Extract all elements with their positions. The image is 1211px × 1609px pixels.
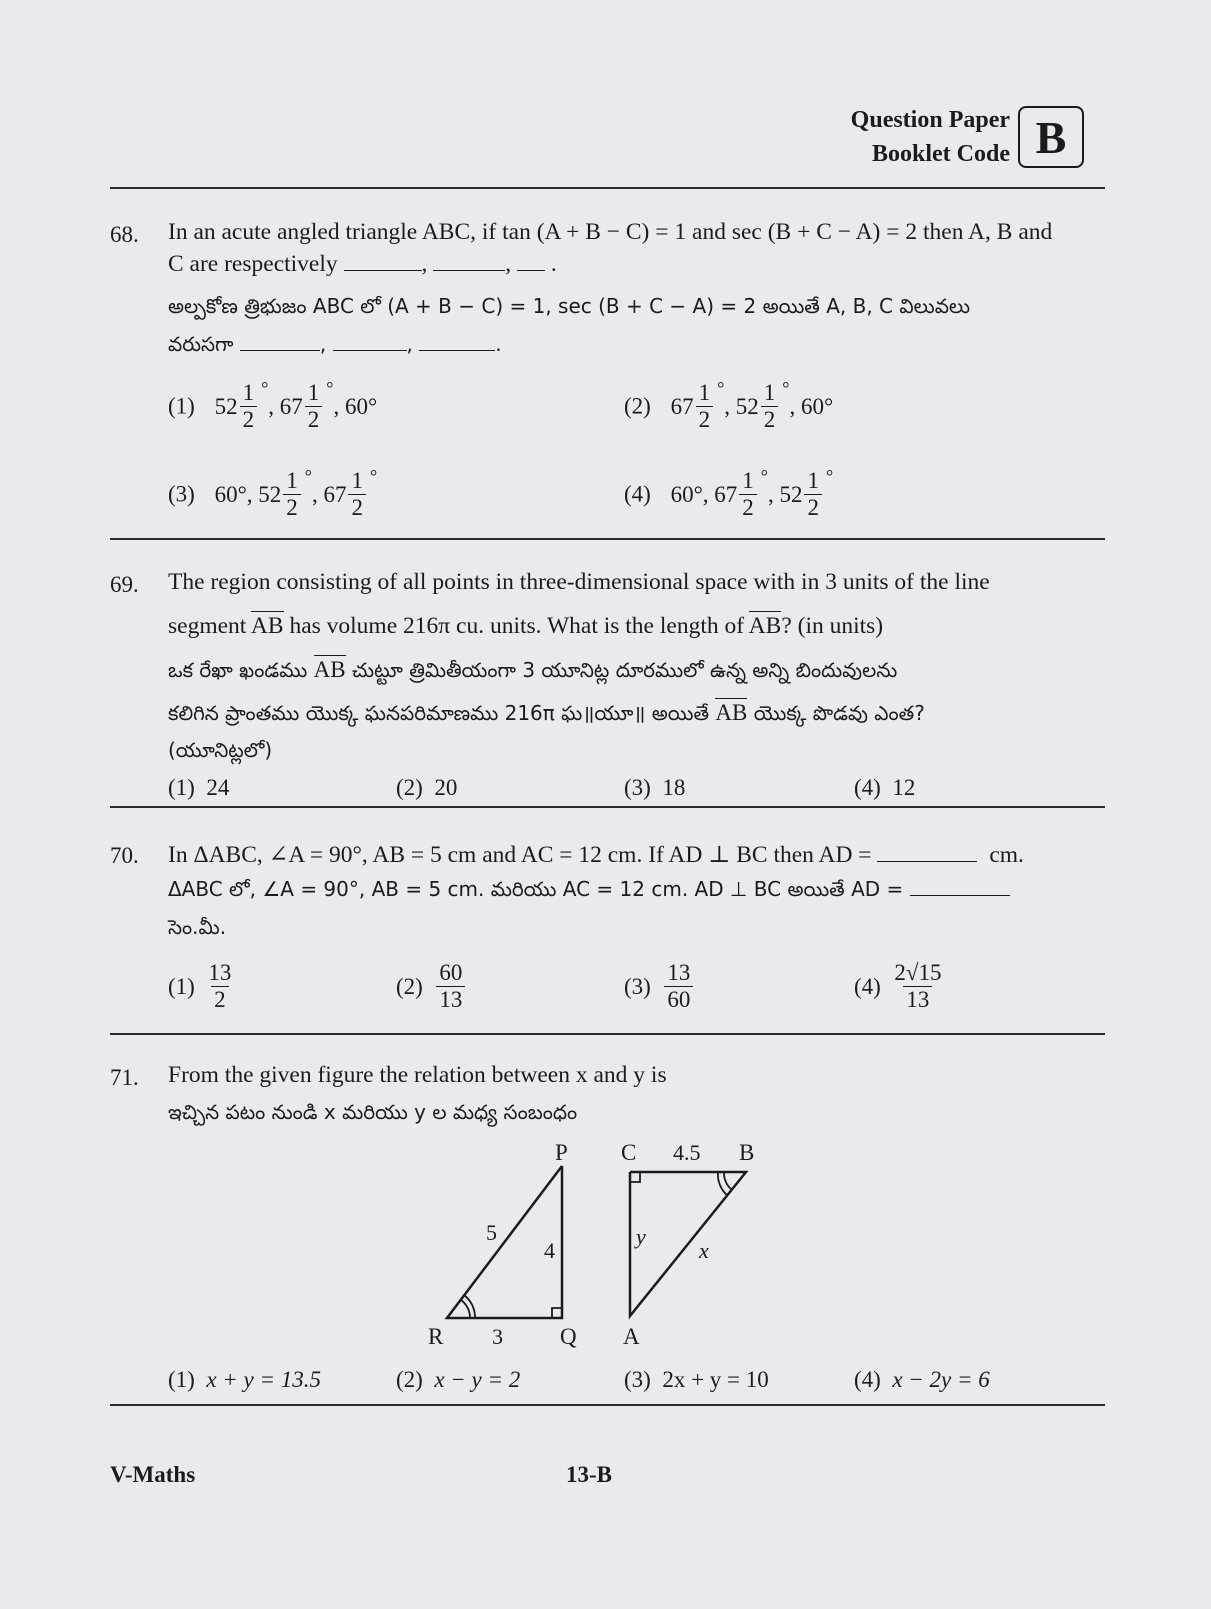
answer-blank [344, 252, 422, 271]
booklet-code-box: B [1018, 106, 1084, 168]
answer-blank [877, 843, 977, 862]
fraction [804, 468, 822, 521]
option-value [215, 468, 378, 521]
text: చుట్టూ త్రిమితీయంగా 3 యూనిట్ల దూరములో ఉన్న అన్ని బిందువులను [351, 658, 898, 682]
fraction [305, 380, 323, 433]
comma: , [767, 481, 774, 507]
numerator: 13 [667, 960, 691, 985]
comma: , [702, 481, 709, 507]
option-label: (1) [168, 973, 195, 999]
triangles-figure [420, 1138, 800, 1370]
right-angle-mark [630, 1172, 640, 1182]
numerator: 1 [286, 468, 298, 493]
header-line-2: Booklet Code [872, 141, 1010, 167]
option-label: (1) [168, 393, 195, 419]
denominator: 2 [739, 494, 757, 521]
whole-part: 52 [258, 481, 282, 507]
text: segment [168, 613, 247, 639]
option-label: (2) [624, 393, 651, 419]
side-label-rq: 3 [492, 1324, 503, 1349]
side-label-pq: 4 [544, 1238, 555, 1263]
option-4[interactable] [854, 775, 915, 801]
question-text-en: From the given figure the relation between x and y is [168, 1062, 667, 1088]
option-2[interactable] [396, 960, 467, 1013]
option-value: x + y = 13.5 [206, 1367, 322, 1392]
fraction [348, 468, 366, 521]
question-text-en: The region consisting of all points in three-dimensional space with in 3 units of the line [168, 569, 990, 595]
side-label-cb: 4.5 [673, 1140, 701, 1165]
comma: , [268, 393, 275, 419]
option-value: 20 [434, 775, 458, 800]
degree-sign: ° [304, 466, 312, 486]
answer-blank [419, 332, 495, 351]
option-label: (3) [624, 973, 651, 999]
option-label: (3) [168, 481, 195, 507]
footer-page-number: 13-B [566, 1462, 612, 1487]
denominator: 2 [305, 406, 323, 433]
denominator: 2 [804, 494, 822, 521]
question-text-te-3: (యూనిట్లలో) [168, 738, 273, 762]
question-text-en: In an acute angled triangle ABC, if tan (A + B − C) = 1 and sec (B + C − A) = 2 then A, B and [168, 219, 1053, 245]
numerator: 1 [742, 468, 754, 493]
whole-part: 67 [670, 393, 694, 419]
option-2[interactable] [624, 380, 833, 433]
fraction [208, 960, 231, 1013]
denominator: 2 [211, 986, 229, 1013]
degree-sign: ° [326, 378, 334, 398]
fraction [436, 960, 465, 1013]
text: యొక్క పొడవు ఎంత? [753, 701, 925, 725]
question-text-te-2 [168, 700, 925, 730]
option-2[interactable] [396, 775, 457, 801]
whole-part: 52 [735, 393, 759, 419]
fraction [739, 468, 757, 521]
fraction [240, 380, 258, 433]
option-1[interactable] [168, 775, 229, 801]
whole-part: 52 [214, 393, 238, 419]
side-label-y: y [636, 1224, 646, 1249]
option-label: (2) [396, 775, 423, 800]
question-number: 69. [110, 572, 139, 597]
option-label: (2) [396, 1367, 423, 1392]
numerator: 1 [698, 380, 711, 405]
fraction [761, 380, 779, 433]
vertex-label-c: C [621, 1140, 637, 1165]
option-4[interactable] [854, 1367, 990, 1393]
vertex-label-q: Q [560, 1324, 577, 1349]
denominator: 60 [664, 986, 693, 1013]
booklet-code-label [820, 103, 1010, 171]
divider [110, 1404, 1105, 1406]
option-label: (1) [168, 1367, 195, 1392]
degree-value: 60° [344, 393, 378, 419]
option-3[interactable] [624, 1367, 769, 1393]
unit: cm. [989, 842, 1024, 868]
answer-blank [240, 332, 320, 351]
option-value: x − y = 2 [434, 1367, 521, 1392]
option-label: (2) [396, 973, 423, 999]
option-1[interactable] [168, 960, 233, 1013]
denominator: 2 [348, 494, 366, 521]
fraction [696, 380, 714, 433]
divider [110, 1033, 1105, 1035]
numerator: 1 [307, 380, 320, 405]
numerator: 1 [242, 380, 255, 405]
answer-blank [517, 252, 545, 271]
vertex-label-a: A [623, 1324, 640, 1349]
divider [110, 187, 1105, 189]
denominator: 2 [240, 406, 258, 433]
option-3[interactable] [624, 775, 685, 801]
denominator: 13 [903, 986, 932, 1013]
denominator: 13 [436, 986, 465, 1013]
text: ? (in units) [781, 613, 884, 639]
option-label: (4) [854, 775, 881, 800]
option-row [168, 960, 233, 1013]
answer-blank [333, 332, 407, 351]
degree-sign: ° [782, 378, 790, 398]
side-label-x: x [699, 1238, 709, 1263]
denominator: 2 [696, 406, 714, 433]
numerator: 1 [807, 468, 819, 493]
vertex-label-p: P [555, 1140, 568, 1165]
degree-sign: ° [825, 466, 834, 486]
degree-sign: ° [261, 378, 269, 398]
text: In ΔABC, ∠A = 90°, AB = 5 cm and AC = 12 cm. If AD ⊥ BC then AD = [168, 842, 872, 868]
option-3[interactable] [168, 468, 377, 521]
denominator: 2 [761, 406, 779, 433]
question-text-en-2-text: C are respectively [168, 251, 338, 277]
option-row [854, 960, 943, 1013]
whole-part: 67 [323, 481, 347, 507]
degree-value: 60° [670, 481, 703, 507]
text: కలిగిన ప్రాంతము యొక్క ఘనపరిమాణము 216π ఘ॥యూ॥ అయితే [168, 701, 710, 725]
numerator: 2√15 [894, 960, 942, 985]
numerator: 13 [208, 960, 232, 985]
option-label: (4) [624, 481, 651, 507]
option-value [215, 380, 378, 433]
option-2[interactable] [396, 1367, 520, 1393]
question-text-en [168, 840, 1024, 869]
comma: , [246, 481, 253, 507]
question-text-te: అల్పకోణ త్రిభుజం ABC లో (A + B − C) = 1, sec (B + C − A) = 2 అయితే A, B, C విలువలు [168, 294, 971, 318]
text: has volume 216π cu. units. What is the length of [289, 613, 745, 639]
question-text-te-2: సెం.మీ. [168, 915, 227, 939]
option-label: (3) [624, 1367, 651, 1392]
header-line-1: Question Paper [850, 107, 1010, 133]
option-value: 24 [206, 775, 230, 800]
question-text-te [168, 657, 897, 687]
degree-sign: ° [369, 466, 378, 486]
comma: , [789, 393, 796, 419]
question-number: 71. [110, 1065, 139, 1090]
segment-ab: AB [313, 657, 346, 682]
divider [110, 538, 1105, 540]
text: ఒక రేఖా ఖండము [168, 658, 308, 682]
option-row [396, 960, 467, 1013]
fraction [283, 468, 301, 521]
option-1[interactable] [168, 380, 377, 433]
option-value: 2x + y = 10 [662, 1367, 769, 1392]
angle-mark [724, 1172, 732, 1190]
option-3[interactable] [624, 960, 695, 1013]
fraction [894, 960, 941, 1013]
degree-value: 60° [800, 393, 834, 419]
question-number: 68. [110, 222, 139, 247]
option-label: (4) [854, 1367, 881, 1392]
question-text-en-2 [168, 613, 883, 640]
triangle-abc [630, 1172, 746, 1316]
answer-blank [433, 252, 505, 271]
denominator: 2 [283, 494, 301, 521]
segment-ab: AB [250, 613, 284, 639]
whole-part: 67 [279, 393, 303, 419]
right-angle-mark [552, 1308, 562, 1318]
degree-sign: ° [760, 466, 768, 486]
footer-subject: V-Maths [110, 1462, 196, 1487]
option-row [624, 960, 695, 1013]
question-text-te-2-text: వరుసగా [168, 332, 234, 356]
segment-ab: AB [748, 613, 782, 639]
option-value [671, 468, 834, 521]
comma: , [311, 481, 318, 507]
answer-blank [910, 877, 1010, 896]
option-label: (1) [168, 775, 195, 800]
numerator: 60 [439, 960, 463, 985]
numerator: 1 [763, 380, 776, 405]
angle-mark [461, 1300, 470, 1318]
comma: , [724, 393, 731, 419]
option-value: 12 [892, 775, 916, 800]
option-1[interactable] [168, 1367, 321, 1393]
degree-value: 60° [214, 481, 247, 507]
text: ΔABC లో, ∠A = 90°, AB = 5 cm. మరియు AC = 12 cm. AD ⊥ BC అయితే AD = [168, 877, 904, 901]
degree-sign: ° [717, 378, 725, 398]
question-text-en-2: C are respectively , , . [168, 251, 557, 277]
fraction [664, 960, 693, 1013]
question-text-te-2: వరుసగా , , . [168, 332, 502, 356]
option-value [671, 380, 834, 433]
question-text-te [168, 877, 1010, 906]
side-label-rp: 5 [486, 1220, 497, 1245]
vertex-label-b: B [739, 1140, 755, 1165]
numerator: 1 [351, 468, 363, 493]
option-label: (3) [624, 775, 651, 800]
option-value: 18 [662, 775, 686, 800]
option-4[interactable] [854, 960, 943, 1013]
option-label: (4) [854, 973, 881, 999]
vertex-label-r: R [428, 1324, 444, 1349]
comma: , [333, 393, 340, 419]
segment-ab: AB [715, 700, 748, 725]
whole-part: 67 [714, 481, 738, 507]
option-4[interactable] [624, 468, 833, 521]
question-text-te: ఇచ్చిన పటం నుండి x మరియు y ల మధ్య సంబంధం [168, 1100, 578, 1124]
question-number: 70. [110, 843, 139, 868]
whole-part: 52 [779, 481, 803, 507]
option-value: x − 2y = 6 [892, 1367, 990, 1392]
divider [110, 806, 1105, 808]
